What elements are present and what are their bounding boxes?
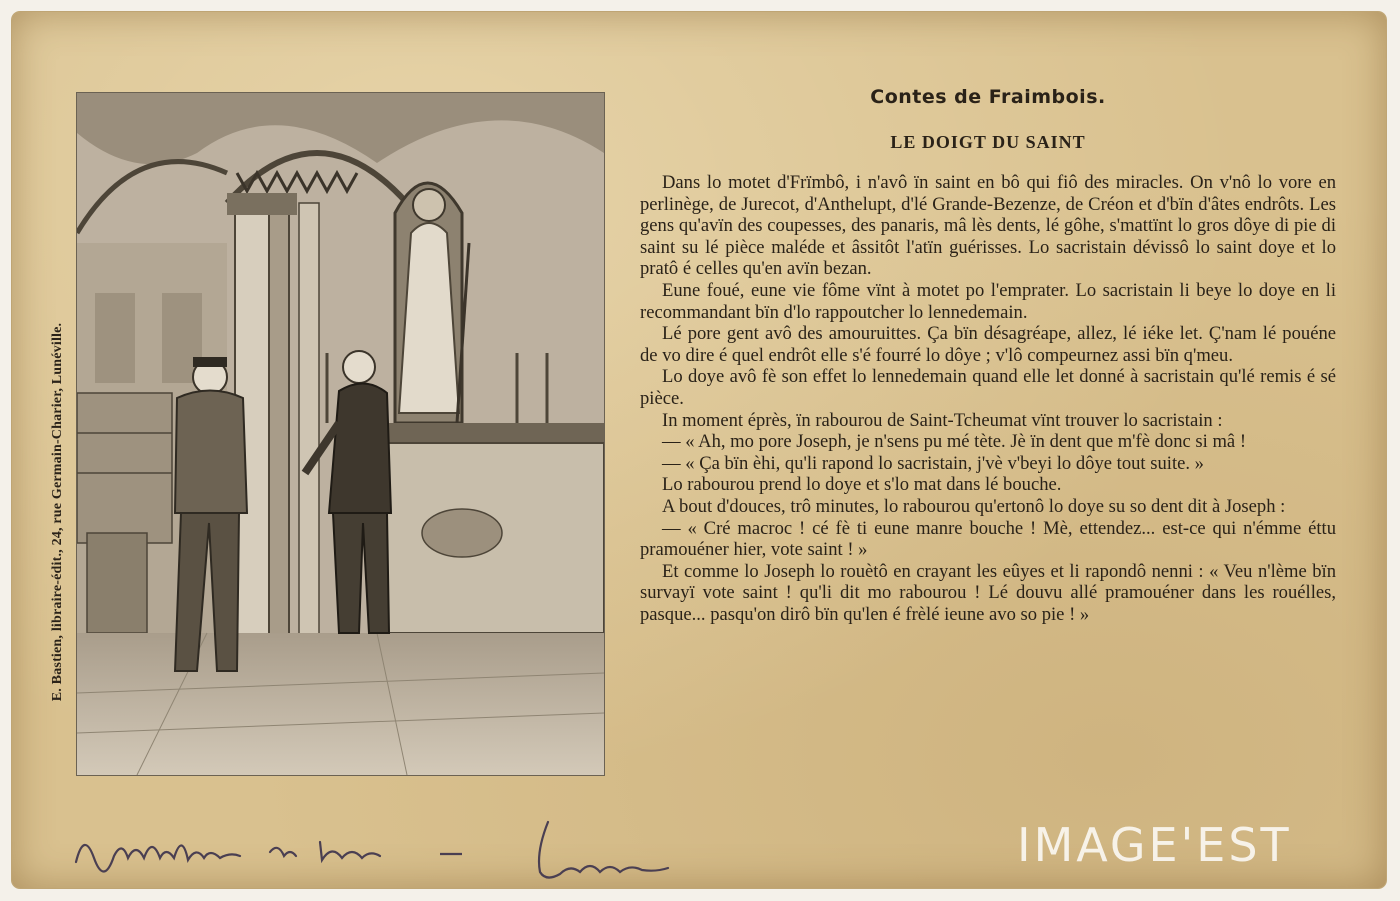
postcard xyxy=(12,12,1386,888)
publisher-imprint: E. Bastien, libraire-édit., 24, rue Germain-Charier, Lunéville. xyxy=(50,322,65,702)
story-text xyxy=(640,172,1336,625)
illustration-church-scene xyxy=(76,92,605,776)
story-paragraph: In moment éprès, ïn rabourou de Saint-Tcheumat vïnt trouver lo sacristain : xyxy=(662,409,1223,431)
story-paragraph: Eune foué, eune vie fôme vïnt à motet po l'emprater. Lo sacristain li beye lo doye en li recommandant bïn d'lo rappoutcher lo lennedemain. xyxy=(640,279,1336,323)
story-paragraph: Lé pore gent avô des amouruittes. Ça bïn désagréape, allez, lé iéke let. Ç'nam lé pouéne de vo dire é quel endrôt elle s'é fourré lo dôye ; v'lô compeurnez assi bïn q'meu. xyxy=(640,323,1336,366)
story-paragraph: Dans lo motet d'Frïmbô, i n'avô ïn saint en bô qui fiô des miracles. On v'nô lo vore en perlinège, de Jurecot, d'Anthelupt, d'lé Grande-Bezenze, de Créon et d'bïn d'âtes endrôts. Les gens qu'avïn des coupesses, des panaris, mâ lès dents, lé gôhe, s'mattïnt lo gros dôye di pie di saint su lé pièce maléde et âssitôt l'atïn guérisses. Lo sacristain dévissô lo saint doye et lo pratô é celles qu'en avïn bezan. xyxy=(640,172,1336,280)
watermark: IMAGE'EST xyxy=(1017,818,1292,872)
story-title: LE DOIGT DU SAINT xyxy=(890,132,1086,152)
handwriting-scribble xyxy=(70,812,690,892)
church-engraving xyxy=(77,93,604,775)
story-paragraph: Lo doye avô fè son effet lo lennedemain quand elle let donné à sacristain qu'lé remis é sé pièce. xyxy=(640,366,1336,409)
story-paragraph: A bout d'douces, trô minutes, lo rabourou qu'ertonô lo doye su so dent dit à Joseph : xyxy=(662,495,1286,517)
card-title: Contes de Fraimbois. xyxy=(870,86,1106,108)
story-paragraph: Lo rabourou prend lo doye et s'lo mat dans lé bouche. xyxy=(662,474,1062,496)
story-paragraph: — « Ah, mo pore Joseph, je n'sens pu mé tète. Jè ïn dent que m'fè donc si mâ ! xyxy=(662,431,1247,453)
story-paragraph: — « Cré macroc ! cé fè ti eune manre bouche ! Mè, ettendez... est-ce qui n'émme éttu pramouéner hier, vote saint ! » xyxy=(640,517,1336,561)
story-paragraph: — « Ça bïn èhi, qu'li rapond lo sacristain, j'vè v'beyi lo dôye tout suite. » xyxy=(662,452,1204,474)
handwritten-note xyxy=(70,812,690,892)
story-paragraph: Et comme lo Joseph lo rouètô en crayant les eûyes et li rapondô nenni : « Veu n'lème bïn survayï vote saint ! qu'li dit mo rabourou ! Lé douvu allé pramouéner dans les rouélles, pasque... pasqu'on dirô bïn qu'len é frèlé ieune avo so pie ! » xyxy=(640,560,1336,625)
